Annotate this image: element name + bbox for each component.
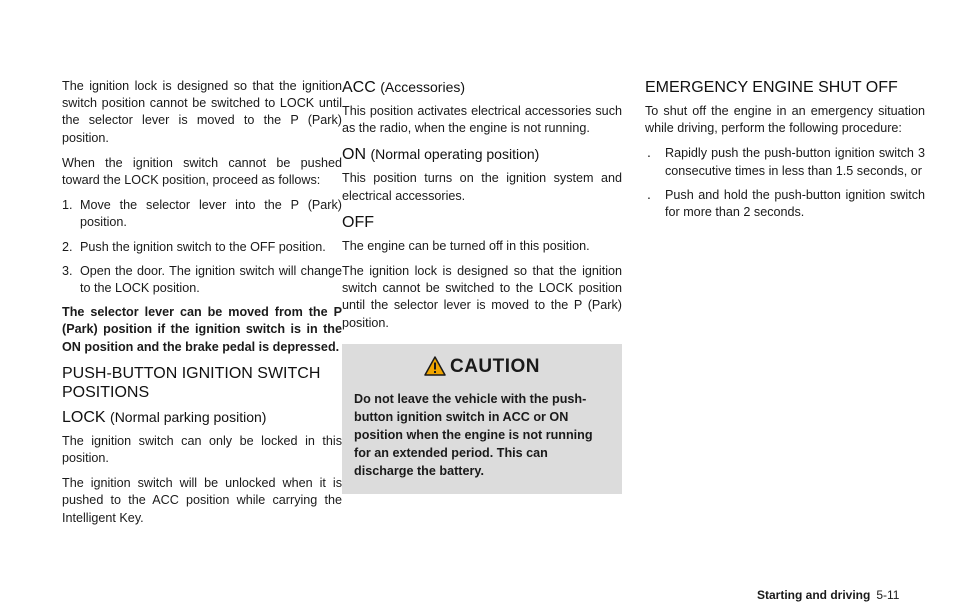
step-text: Move the selector lever into the P (Park) position. [80,198,342,230]
paragraph: When the ignition switch cannot be pushed toward the LOCK position, proceed as follows: [62,155,342,188]
paragraph: The engine can be turned off in this position. [342,238,590,253]
heading-desc: (Normal operating position) [370,146,540,163]
list-item [62,263,342,297]
paragraph: The ignition switch can only be locked in this position. [62,433,342,466]
list-item [62,197,342,231]
paragraph: The ignition lock is designed so that the ignition switch position cannot be switched to LOCK until the selector lever is moved to the P (Park) position. [62,79,342,145]
caution-title: CAUTION [449,355,541,377]
steps-list [62,197,342,297]
warning-triangle-icon [424,356,446,376]
list-item [62,239,342,256]
step-number: 2. [62,239,73,254]
bullet-text: Push and hold the push-button ignition switch for more than 2 seconds. [665,187,925,220]
subsection-heading-acc [342,78,622,97]
step-number: 3. [62,263,73,278]
caution-header [354,356,610,378]
column-middle [342,78,622,494]
caution-text: Do not leave the vehicle with the push-button ignition switch in ACC or ON position when the engine is not running for an extended period. This can discharge the battery. [354,391,593,478]
page-footer [757,588,899,602]
bullet-icon: . [647,144,651,161]
paragraph: This position activates electrical accessories such as the radio, when the engine is not running. [342,104,622,136]
heading-term: ON [342,146,366,164]
column-left [62,78,342,535]
bullet-text: Rapidly push the push-button ignition switch 3 consecutive times in less than 1.5 seconds, or [665,146,925,178]
step-text: Push the ignition switch to the OFF position. [80,239,326,254]
paragraph: The ignition lock is designed so that the ignition switch cannot be switched to the LOCK position until the selector lever is moved to the P (Park) position. [342,264,622,330]
subsection-heading-off: OFF [342,213,374,231]
section-heading: PUSH-BUTTON IGNITION SWITCH POSITIONS [62,364,321,401]
bullet-list [645,145,925,221]
heading-term: LOCK [62,408,106,426]
paragraph: To shut off the engine in an emergency situation while driving, perform the following procedure: [645,104,925,136]
section-heading: EMERGENCY ENGINE SHUT OFF [645,79,898,96]
bold-note: The selector lever can be moved from the P (Park) position if the ignition switch is in the ON position and the brake pedal is depressed. [62,305,342,354]
step-text: Open the door. The ignition switch will change to the LOCK position. [80,263,342,296]
subsection-heading-on [342,145,622,164]
heading-term: ACC [342,79,376,96]
page-number: 5-11 [876,588,900,602]
heading-desc: (Normal parking position) [110,408,267,425]
step-number: 1. [62,198,73,213]
subsection-heading-lock [62,408,342,427]
section-name: Starting and driving [757,588,871,602]
column-right [645,78,925,228]
list-item [645,145,925,179]
heading-desc: (Accessories) [380,79,466,95]
list-item [645,187,925,221]
caution-box [342,344,622,494]
paragraph: The ignition switch will be unlocked when it is pushed to the ACC position while carrying the Intelligent Key. [62,476,342,525]
bullet-icon: . [647,185,651,202]
paragraph: This position turns on the ignition system and electrical accessories. [342,171,622,203]
